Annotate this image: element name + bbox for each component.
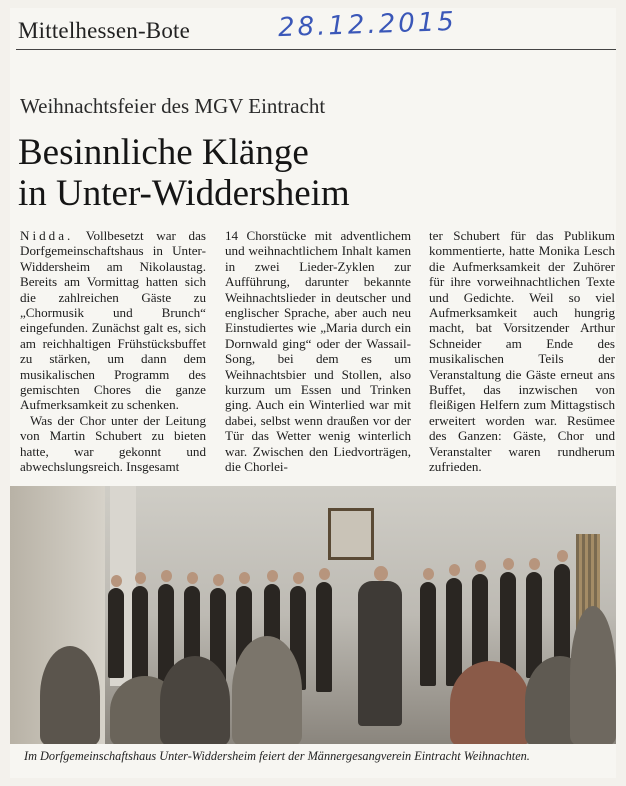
singer-head	[503, 558, 514, 570]
choir-singer	[316, 582, 332, 692]
handwritten-date: 28.12.2015	[277, 6, 458, 44]
article-column-2	[225, 228, 411, 475]
column-1-text: Vollbesetzt war das Dorfgemeinschaftshaus in Unter-Widdersheim am Nikolaustag. Bereits am Vormittag hatten sich die zahlreichen Gäste zu „Chormusik und Brunch“ eingefunden. Zunächst galt es, sich am reichhaltigen Frühstücksbuffet zu stärken, um dann dem musikalischen Programm des gemischten Chores die ganze Aufmerksamkeit zu schenken.	[20, 228, 206, 413]
article-headline	[18, 132, 578, 214]
newspaper-masthead: Mittelhessen-Bote	[18, 18, 191, 43]
article-column-3	[429, 228, 615, 475]
singer-head	[267, 570, 278, 582]
singer-head	[161, 570, 172, 582]
singer-head	[557, 550, 568, 562]
audience-member	[40, 646, 100, 744]
choir-singer	[108, 588, 124, 678]
article-dateline: Nidda.	[20, 228, 74, 243]
audience-member	[450, 661, 530, 744]
singer-head	[239, 572, 250, 584]
singer-head	[475, 560, 486, 572]
column-3-text: ter Schubert für das Publikum kommentierte, hatte Monika Lesch die Aufmerksamkeit der Zuhörer für ihre vorweihnachtlichen Texte und Gedichte. Weil so viel Aufmerksamkeit auch hungrig macht, bat Vorsitzender Arthur Schneider am Ende des musikalischen Teils der Veranstaltung die Gäste erneut ans Buffet, das inzwischen von fleißigen Helfern zum Mittagstisch erweitert worden war. Resümee des Ganzen: Gäste, Chor und Veranstalter waren rundherum zufrieden.	[429, 228, 615, 475]
photo-caption: Im Dorfgemeinschaftshaus Unter-Widdersheim feiert der Männergesangverein Eintracht Weihnachten.	[24, 749, 530, 763]
choir-conductor	[358, 581, 402, 726]
masthead-divider	[16, 49, 616, 50]
choir-singer	[132, 586, 148, 681]
choir-singer	[446, 578, 462, 686]
singer-head	[449, 564, 460, 576]
choir-singer	[526, 572, 542, 678]
audience-member	[160, 656, 230, 744]
singer-head	[135, 572, 146, 584]
article-kicker: Weihnachtsfeier des MGV Eintracht	[20, 94, 326, 118]
singer-head	[529, 558, 540, 570]
newspaper-clipping	[10, 8, 616, 778]
audience-member	[232, 636, 302, 744]
conductor-head	[374, 566, 388, 581]
wall-picture	[328, 508, 374, 560]
singer-head	[213, 574, 224, 586]
choir-photo	[10, 486, 616, 744]
column-2-text: 14 Chorstücke mit adventlichem und weihnachtlichem Inhalt kamen in zwei Lieder-Zyklen zur Aufführung, darunter bekannte Weihnachtslieder in deutscher und englischer Sprache, aber auch neu Einstudiertes wie „Maria durch ein Dornwald ging“ oder der Wassail-Song, bei dem es um Weihnachtsbier und Stollen, also kurzum um Essen und Trinken ging. Auch ein Winterlied war mit dabei, selbst wenn draußen vor der Tür das Wetter wenig winterlich war. Zwischen den Liedvorträgen, die Chorlei-	[225, 228, 411, 475]
singer-head	[111, 575, 122, 587]
article-paragraph-1	[20, 228, 206, 413]
singer-head	[187, 572, 198, 584]
article-column-1	[20, 228, 206, 475]
singer-head	[423, 568, 434, 580]
article-paragraph-2: Was der Chor unter der Leitung von Martin Schubert zu bieten hatte, war gekonnt und abwechslungsreich. Insgesamt	[20, 412, 206, 475]
choir-singer	[420, 582, 436, 686]
singer-head	[319, 568, 330, 580]
audience-member	[570, 606, 616, 744]
singer-head	[293, 572, 304, 584]
headline-line-2: in Unter-Widdersheim	[18, 173, 350, 214]
headline-line-1: Besinnliche Klänge	[18, 132, 309, 173]
